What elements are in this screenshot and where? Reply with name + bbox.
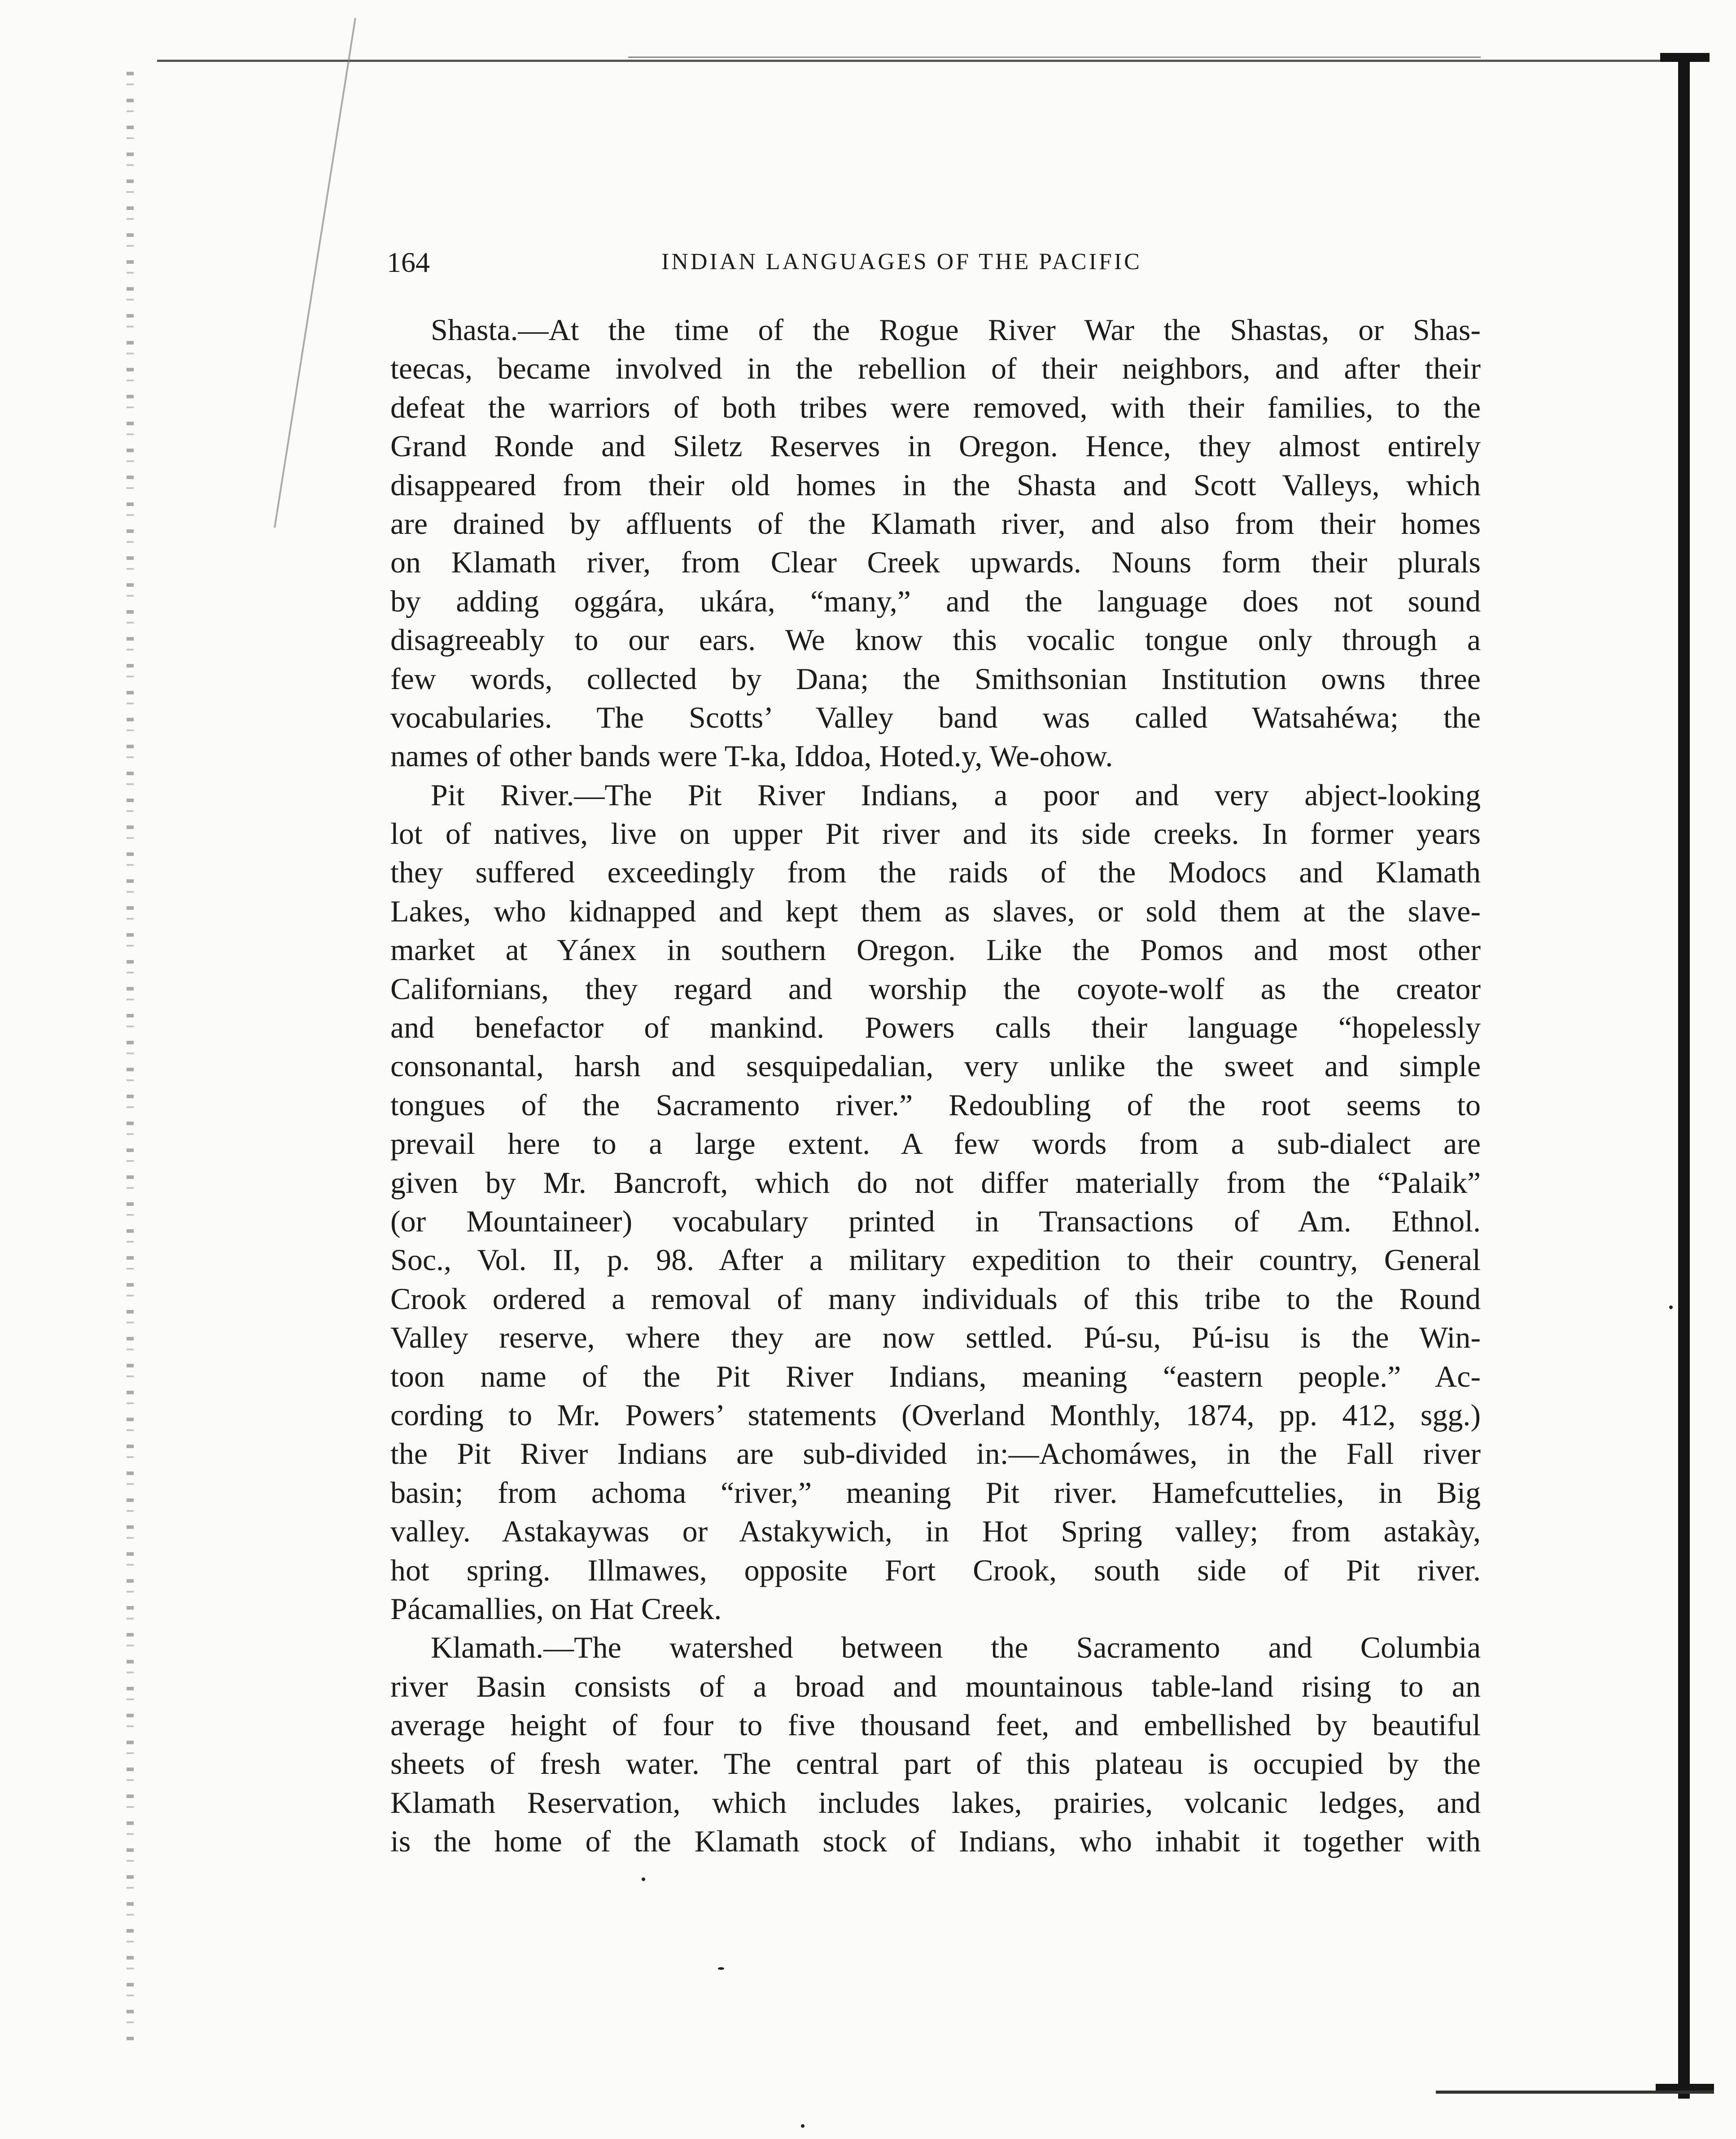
text-line: Lakes, who kidnapped and kept them as slaves, or sold them at the slave- bbox=[390, 894, 1481, 928]
top-rule-thin bbox=[628, 57, 1481, 58]
text-line: Klamath Reservation, which includes lakes, prairies, volcanic ledges, and bbox=[390, 1785, 1481, 1820]
text-line: average height of four to five thousand feet, and embellished by beautiful bbox=[390, 1708, 1481, 1742]
text-line: defeat the warriors of both tribes were removed, with their families, to the bbox=[390, 390, 1481, 424]
text-line: Shasta.—At the time of the Rogue River War the Shastas, or Shas- bbox=[431, 313, 1481, 347]
text-line: sheets of fresh water. The central part of this plateau is occupied by the bbox=[390, 1746, 1481, 1781]
text-line: Grand Ronde and Siletz Reserves in Oregon. Hence, they almost entirely bbox=[390, 429, 1481, 463]
text-line: names of other bands were T-ka, Iddoa, Hoted.y, We-ohow. bbox=[390, 739, 1113, 773]
text-line: Crook ordered a removal of many individuals of this tribe to the Round bbox=[390, 1281, 1481, 1316]
text-line: Klamath.—The watershed between the Sacramento and Columbia bbox=[431, 1630, 1481, 1665]
text-line: toon name of the Pit River Indians, meaning “eastern people.” Ac- bbox=[390, 1359, 1481, 1393]
right-margin-bar bbox=[1678, 53, 1690, 2099]
text-line: river Basin consists of a broad and mountainous table-land rising to an bbox=[390, 1669, 1481, 1703]
text-line: few words, collected by Dana; the Smithsonian Institution owns three bbox=[390, 661, 1481, 696]
text-line: is the home of the Klamath stock of Indians, who inhabit it together with bbox=[390, 1824, 1481, 1859]
text-line: by adding oggára, ukára, “many,” and the language does not sound bbox=[390, 584, 1481, 618]
text-line: tongues of the Sacramento river.” Redoubling of the root seems to bbox=[390, 1087, 1481, 1122]
text-line: they suffered exceedingly from the raids of the Modocs and Klamath bbox=[390, 855, 1481, 890]
text-line: and benefactor of mankind. Powers calls their language “hopelessly bbox=[390, 1010, 1481, 1045]
text-line: on Klamath river, from Clear Creek upwards. Nouns form their plurals bbox=[390, 545, 1481, 580]
page-number: 164 bbox=[387, 246, 430, 278]
text-line: lot of natives, live on upper Pit river and its side creeks. In former years bbox=[390, 816, 1481, 851]
text-line: disagreeably to our ears. We know this vocalic tongue only through a bbox=[390, 623, 1481, 657]
ink-speck bbox=[801, 2124, 805, 2128]
text-line: Soc., Vol. II, p. 98. After a military expedition to their country, General bbox=[390, 1243, 1481, 1277]
text-line: market at Yánex in southern Oregon. Like the Pomos and most other bbox=[390, 933, 1481, 967]
text-line: (or Mountaineer) vocabulary printed in Transactions of Am. Ethnol. bbox=[390, 1204, 1481, 1238]
text-line: cording to Mr. Powers’ statements (Overland Monthly, 1874, pp. 412, sgg.) bbox=[390, 1397, 1481, 1432]
page-header bbox=[387, 246, 1486, 291]
text-line: Californians, they regard and worship the coyote-wolf as the creator bbox=[390, 971, 1481, 1006]
text-line: given by Mr. Bancroft, which do not differ materially from the “Palaik” bbox=[390, 1165, 1481, 1200]
binding-shadow bbox=[127, 72, 134, 2046]
text-line: Pit River.—The Pit River Indians, a poor and very abject-looking bbox=[431, 777, 1481, 812]
text-line: the Pit River Indians are sub-divided in:—Achomáwes, in the Fall river bbox=[390, 1436, 1481, 1471]
text-line: are drained by affluents of the Klamath river, and also from their homes bbox=[390, 506, 1481, 541]
running-title: INDIAN LANGUAGES OF THE PACIFIC bbox=[661, 249, 1142, 275]
ink-speck bbox=[718, 1967, 724, 1970]
text-line: hot spring. Illmawes, opposite Fort Crook, south side of Pit river. bbox=[390, 1553, 1481, 1587]
bottom-rule bbox=[1436, 2091, 1714, 2094]
text-line: Valley reserve, where they are now settled. Pú-su, Pú-isu is the Win- bbox=[390, 1320, 1481, 1355]
text-line: valley. Astakaywas or Astakywich, in Hot Spring valley; from astakày, bbox=[390, 1514, 1481, 1549]
text-line: Pácamallies, on Hat Creek. bbox=[390, 1591, 722, 1626]
top-rule bbox=[157, 60, 1669, 62]
ink-speck bbox=[1669, 1305, 1673, 1309]
text-line: basin; from achoma “river,” meaning Pit river. Hamefcuttelies, in Big bbox=[390, 1475, 1481, 1510]
text-line: prevail here to a large extent. A few words from a sub-dialect are bbox=[390, 1126, 1481, 1161]
text-line: disappeared from their old homes in the Shasta and Scott Valleys, which bbox=[390, 467, 1481, 502]
page-body bbox=[390, 310, 1481, 1861]
ink-speck bbox=[642, 1877, 645, 1881]
text-line: teecas, became involved in the rebellion of their neighbors, and after their bbox=[390, 351, 1481, 386]
text-line: vocabularies. The Scotts’ Valley band was called Watsahéwa; the bbox=[390, 700, 1481, 734]
text-line: consonantal, harsh and sesquipedalian, very unlike the sweet and simple bbox=[390, 1049, 1481, 1083]
pencil-mark bbox=[274, 18, 356, 528]
